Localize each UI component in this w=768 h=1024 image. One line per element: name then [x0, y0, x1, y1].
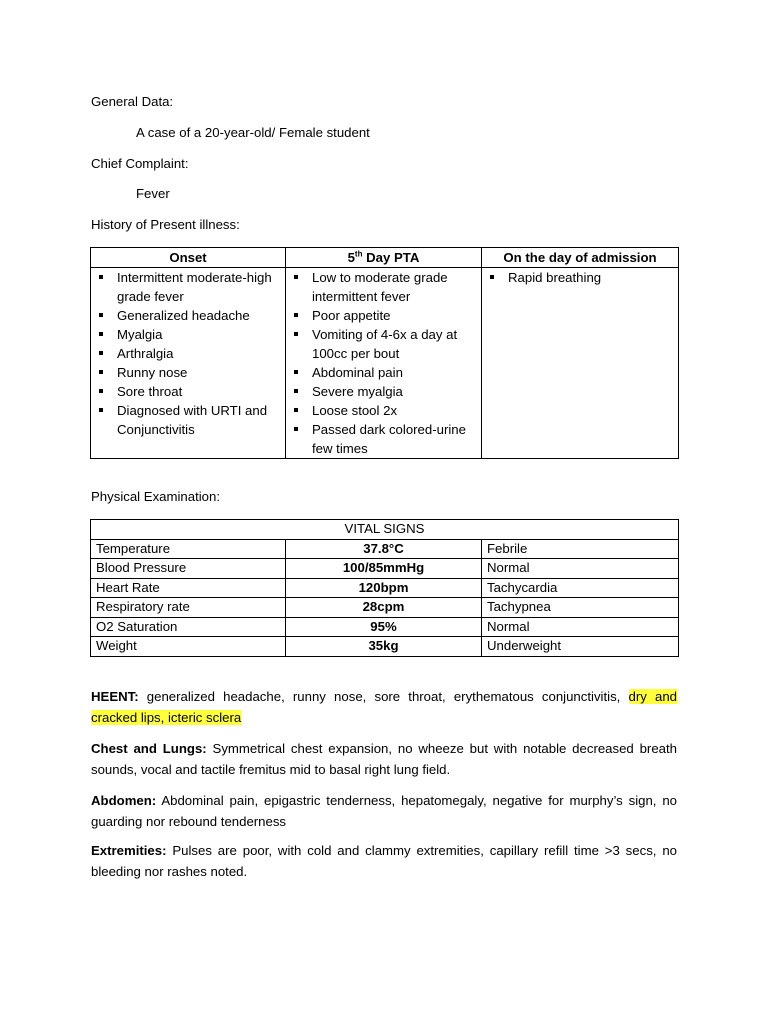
vital-interpretation: Febrile — [482, 539, 679, 559]
list-item: Sore throat — [96, 382, 280, 401]
vital-name: O2 Saturation — [91, 617, 286, 637]
vital-value: 95% — [286, 617, 482, 637]
list-item: Intermittent moderate-high grade fever — [96, 268, 280, 306]
table-row — [91, 617, 679, 637]
hpi-label: History of Present illness: — [91, 217, 240, 232]
hpi-header-onset: Onset — [91, 248, 286, 268]
list-item: Low to moderate grade intermittent fever — [291, 268, 476, 306]
vital-name: Blood Pressure — [91, 559, 286, 579]
vital-value: 120bpm — [286, 578, 482, 598]
chest-label: Chest and Lungs: — [91, 741, 207, 756]
vital-name: Weight — [91, 637, 286, 657]
general-data-value: A case of a 20-year-old/ Female student — [136, 125, 370, 140]
hpi-admission-cell — [482, 268, 679, 459]
abdomen-finding: Abdomen: Abdominal pain, epigastric tenderness, hepatomegaly, negative for murphy’s sign, no guarding nor rebound tenderness — [91, 793, 677, 829]
table-row — [91, 539, 679, 559]
vital-value: 37.8°C — [286, 539, 482, 559]
hpi-onset-cell — [91, 268, 286, 459]
chest-finding: Chest and Lungs: Symmetrical chest expansion, no wheeze but with notable decreased breath sounds, vocal and tactile fremitus mid to basal right lung field. — [91, 741, 677, 777]
list-item: Generalized headache — [96, 306, 280, 325]
vital-interpretation: Tachypnea — [482, 598, 679, 618]
chief-complaint-value: Fever — [136, 186, 170, 201]
chief-complaint-label: Chief Complaint: — [91, 156, 189, 171]
list-item: Rapid breathing — [487, 268, 673, 287]
list-item: Arthralgia — [96, 344, 280, 363]
abdomen-label: Abdomen: — [91, 793, 157, 808]
vital-name: Heart Rate — [91, 578, 286, 598]
hpi-5th-day-cell — [286, 268, 482, 459]
table-row — [91, 578, 679, 598]
list-item: Runny nose — [96, 363, 280, 382]
list-item: Severe myalgia — [291, 382, 476, 401]
table-row — [91, 637, 679, 657]
hpi-table — [90, 247, 679, 459]
hpi-header-admission: On the day of admission — [482, 248, 679, 268]
vital-name: Respiratory rate — [91, 598, 286, 618]
list-item: Myalgia — [96, 325, 280, 344]
list-item: Diagnosed with URTI and Conjunctivitis — [96, 401, 280, 439]
list-item: Poor appetite — [291, 306, 476, 325]
heent-finding: HEENT: generalized headache, runny nose, sore throat, erythematous conjunctivitis, dry and cracked lips, icteric sclera — [91, 689, 677, 725]
vital-interpretation: Underweight — [482, 637, 679, 657]
vital-interpretation: Normal — [482, 617, 679, 637]
heent-label: HEENT: — [91, 689, 139, 704]
extremities-finding: Extremities: Pulses are poor, with cold and clammy extremities, capillary refill time >3 secs, no bleeding nor rashes noted. — [91, 843, 677, 879]
vital-interpretation: Tachycardia — [482, 578, 679, 598]
physical-exam-label: Physical Examination: — [91, 489, 221, 504]
hpi-header-5th-day: 5th Day PTA — [286, 248, 482, 268]
vital-signs-title: VITAL SIGNS — [91, 520, 679, 540]
extremities-label: Extremities: — [91, 843, 167, 858]
vital-name: Temperature — [91, 539, 286, 559]
vital-interpretation: Normal — [482, 559, 679, 579]
list-item: Passed dark colored-urine few times — [291, 420, 476, 458]
vital-value: 35kg — [286, 637, 482, 657]
highlighted-text: dry and cracked lips, icteric sclera — [91, 689, 677, 725]
list-item: Loose stool 2x — [291, 401, 476, 420]
vital-signs-table — [90, 519, 679, 657]
vital-value: 28cpm — [286, 598, 482, 618]
table-row — [91, 598, 679, 618]
list-item: Vomiting of 4-6x a day at 100cc per bout — [291, 325, 476, 363]
table-row — [91, 559, 679, 579]
general-data-label: General Data: — [91, 94, 174, 109]
list-item: Abdominal pain — [291, 363, 476, 382]
vital-value: 100/85mmHg — [286, 559, 482, 579]
